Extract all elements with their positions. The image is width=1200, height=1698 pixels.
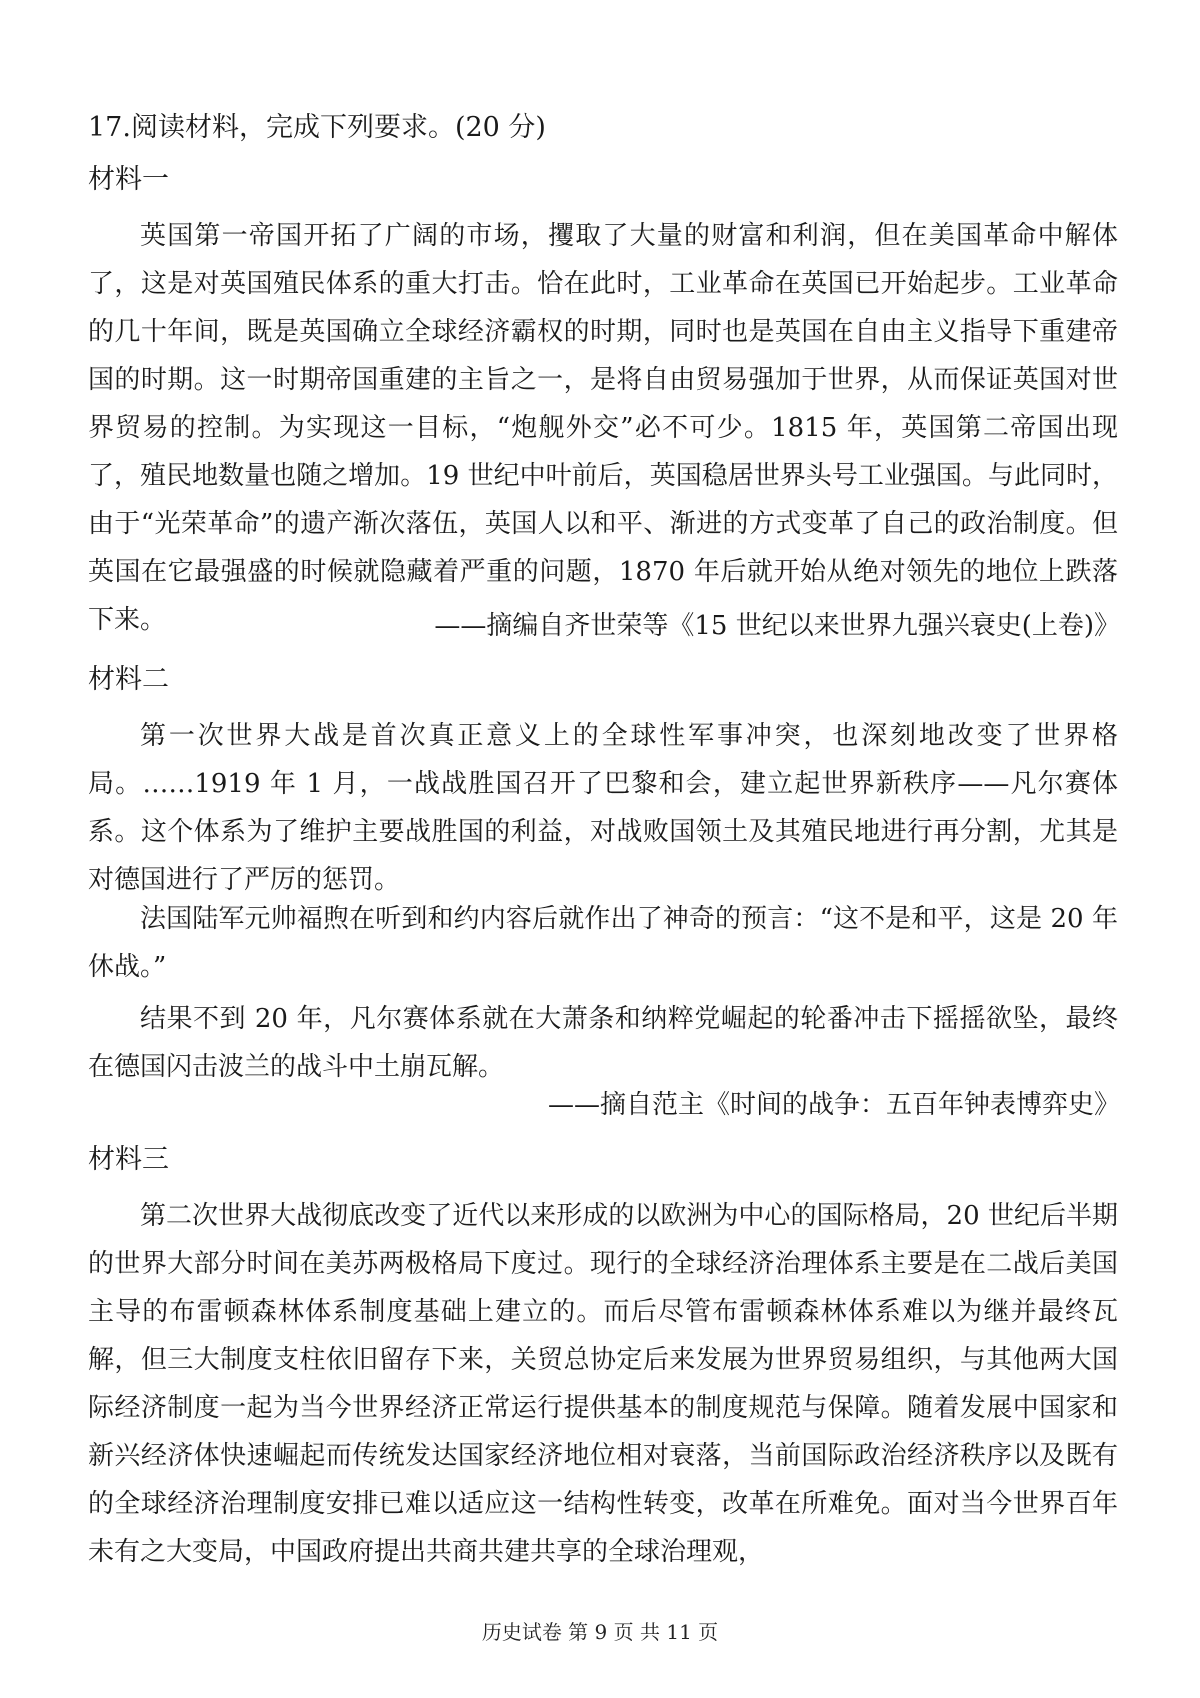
material-1-source: ——摘编自齐世荣等《15 世纪以来世界九强兴衰史(上卷)》 [434, 611, 1120, 641]
question-title: 17.阅读材料，完成下列要求。(20 分) [88, 112, 546, 143]
material-2-source: ——摘自范主《时间的战争：五百年钟表博弈史》 [547, 1090, 1120, 1120]
material-2-paragraph-3: 结果不到 20 年，凡尔赛体系就在大萧条和纳粹党崛起的轮番冲击下摇摇欲坠，最终在德国闪击波兰的战斗中土崩瓦解。 [88, 1004, 1118, 1082]
material-2-paragraph-1: 第一次世界大战是首次真正意义上的全球性军事冲突，也深刻地改变了世界格局。……1919 年 1 月，一战战胜国召开了巴黎和会，建立起世界新秩序——凡尔赛体系。这个体系为了维护主要战胜国的利益，对战败国领土及其殖民地进行再分割，尤其是对德国进行了严厉的惩罚。 [88, 721, 1118, 895]
material-1-label: 材料一 [88, 164, 169, 195]
material-2-body-3 [88, 995, 1118, 1091]
material-3-paragraph: 第二次世界大战彻底改变了近代以来形成的以欧洲为中心的国际格局，20 世纪后半期的世界大部分时间在美苏两极格局下度过。现行的全球经济治理体系主要是在二战后美国主导的布雷顿森林体系制度基础上建立的。而后尽管布雷顿森林体系难以为继并最终瓦解，但三大制度支柱依旧留存下来，关贸总协定后来发展为世界贸易组织，与其他两大国际经济制度一起为当今世界经济正常运行提供基本的制度规范与保障。随着发展中国家和新兴经济体快速崛起而传统发达国家经济地位相对衰落，当前国际政治经济秩序以及既有的全球经济治理制度安排已难以适应这一结构性转变，改革在所难免。面对当今世界百年未有之大变局，中国政府提出共商共建共享的全球治理观， [88, 1201, 1118, 1567]
material-2-paragraph-2: 法国陆军元帅福煦在听到和约内容后就作出了神奇的预言：“这不是和平，这是 20 年休战。” [88, 904, 1118, 982]
material-3-label: 材料三 [88, 1144, 169, 1175]
material-2-body [88, 712, 1118, 904]
material-2-label: 材料二 [88, 664, 169, 695]
material-1-body [88, 212, 1118, 644]
material-3-body [88, 1192, 1118, 1576]
material-1-paragraph: 英国第一帝国开拓了广阔的市场，攫取了大量的财富和利润，但在美国革命中解体了，这是对英国殖民体系的重大打击。恰在此时，工业革命在英国已开始起步。工业革命的几十年间，既是英国确立全球经济霸权的时期，同时也是英国在自由主义指导下重建帝国的时期。这一时期帝国重建的主旨之一，是将自由贸易强加于世界，从而保证英国对世界贸易的控制。为实现这一目标，“炮舰外交”必不可少。1815 年，英国第二帝国出现了，殖民地数量也随之增加。19 世纪中叶前后，英国稳居世界头号工业强国。与此同时，由于“光荣革命”的遗产渐次落伍，英国人以和平、渐进的方式变革了自己的政治制度。但英国在它最强盛的时候就隐藏着严重的问题，1870 年后就开始从绝对领先的地位上跌落下来。 [88, 221, 1118, 635]
material-2-body-2 [88, 895, 1118, 991]
page-footer: 历史试卷 第 9 页 共 11 页 [481, 1620, 719, 1644]
